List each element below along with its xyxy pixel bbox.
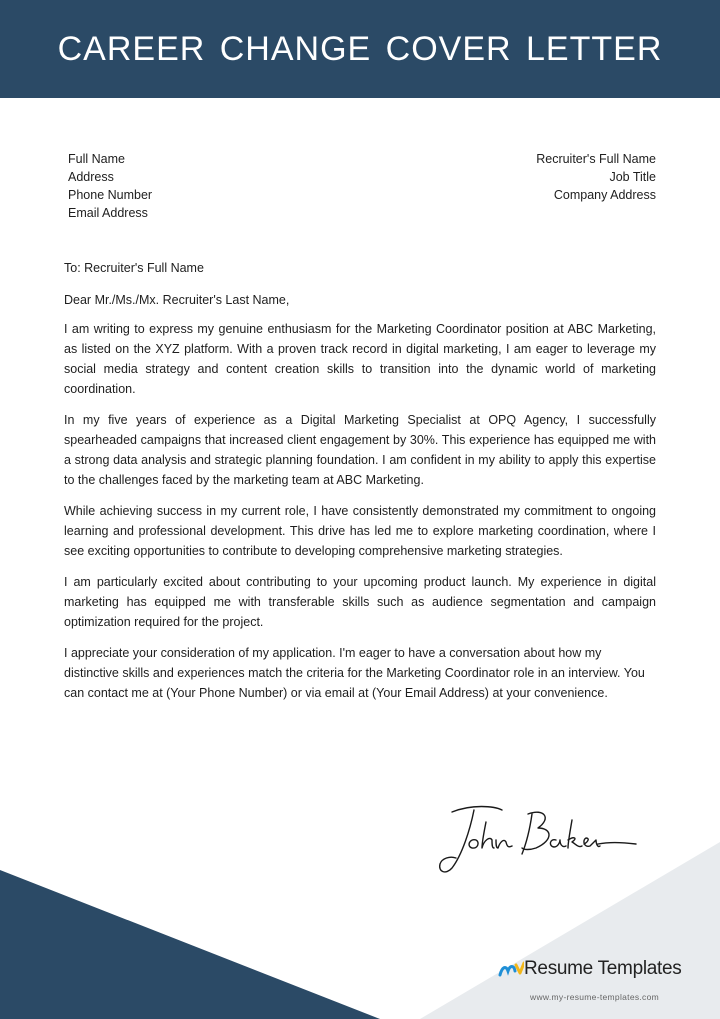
brand-name: Resume Templates bbox=[524, 958, 682, 979]
letter-salutation: Dear Mr./Ms./Mx. Recruiter's Last Name, bbox=[64, 293, 290, 307]
letter-paragraph: I am particularly excited about contributing to your upcoming product launch. My experience in digital marketing has equipped me with transferable skills such as audience segmentation and campaign optimization required for the project. bbox=[64, 575, 656, 629]
title-banner bbox=[0, 0, 720, 98]
brand-logo bbox=[498, 958, 681, 980]
letter-paragraph: While achieving success in my current role, I have consistently demonstrated my commitment to ongoing learning and professional development. This drive has led me to explore marketing coordination, where I see exciting opportunities to contribute to developing comprehensive marketing strategies. bbox=[64, 504, 656, 558]
recipient-job-title: Job Title bbox=[609, 170, 656, 184]
letter-paragraph: In my five years of experience as a Digital Marketing Specialist at OPQ Agency, I successfully spearheaded campaigns that increased client engagement by 30%. This experience has equipped me with a strong data analysis and strategic planning foundation. I am confident in my ability to apply this expertise to the challenges faced by the marketing team at ABC Marketing. bbox=[64, 413, 656, 487]
letter-body bbox=[64, 258, 656, 714]
sender-address: Address bbox=[68, 170, 114, 184]
resume-logo-icon bbox=[498, 959, 524, 979]
recipient-name: Recruiter's Full Name bbox=[536, 152, 656, 166]
letter-paragraph: I am writing to express my genuine enthusiasm for the Marketing Coordinator position at ABC Marketing, as listed on the XYZ platform. With a proven track record in digital marketing, I am eager to leverage my social media strategy and content creation skills to transition into the dynamic world of marketing coordination. bbox=[64, 322, 656, 396]
letter-paragraph: I appreciate your consideration of my application. I'm eager to have a conversation about how my distinctive skills and experiences match the criteria for the Marketing Coordinator role in an interview. You can contact me at (Your Phone Number) or via email at (Your Email Address) at your convenience. bbox=[64, 646, 645, 700]
letter-to-line: To: Recruiter's Full Name bbox=[64, 261, 204, 275]
sender-phone: Phone Number bbox=[68, 188, 153, 202]
recipient-company-address: Company Address bbox=[553, 188, 656, 202]
recipient-block bbox=[536, 150, 656, 204]
brand-url[interactable]: www.my-resume-templates.com bbox=[530, 992, 660, 1002]
sender-name: Full Name bbox=[68, 152, 125, 166]
sender-block bbox=[68, 150, 152, 222]
page-title: CAREER CHANGE COVER LETTER bbox=[57, 29, 663, 68]
sender-email: Email Address bbox=[68, 206, 148, 220]
